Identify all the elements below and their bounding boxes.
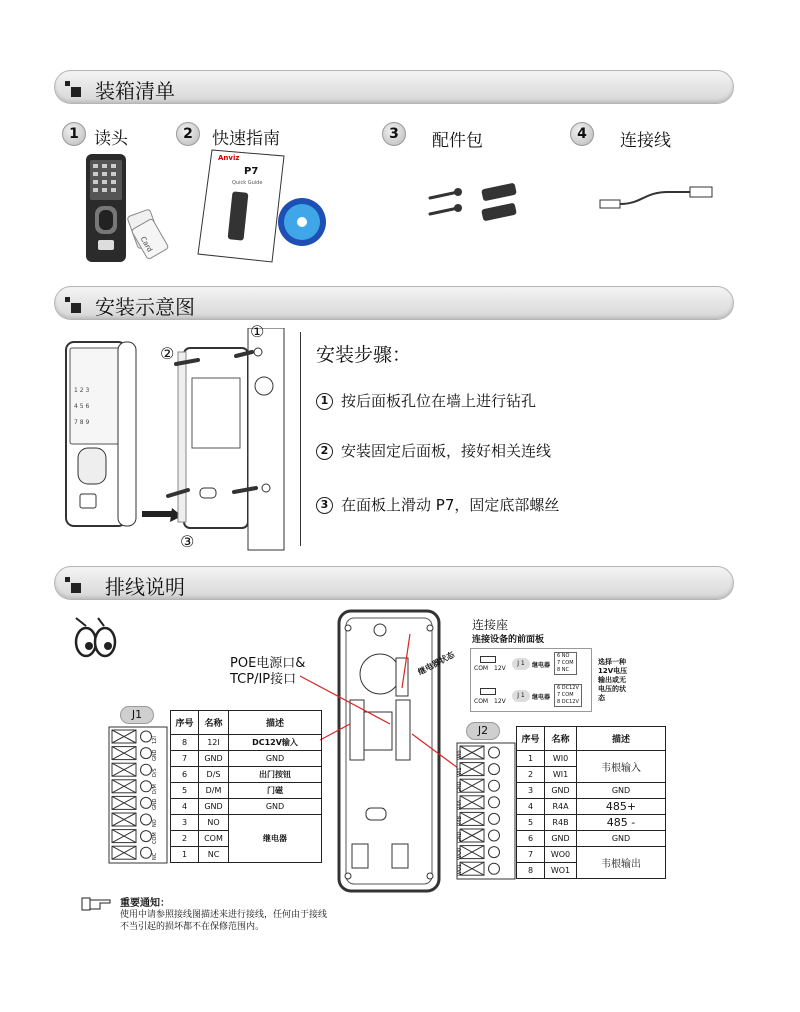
cell-no: 8 <box>517 863 545 879</box>
packing-label-2: 快速指南 <box>212 129 280 149</box>
relay-pin-row <box>557 692 579 699</box>
section-title: 安装示意图 <box>95 295 195 319</box>
cell-desc: GND <box>577 831 666 847</box>
j1-pin-labels <box>152 728 162 862</box>
pin-name: NC <box>561 667 570 673</box>
table-header: 名称 <box>545 727 577 751</box>
cell-desc-wiegand-out: 韦根输出 <box>577 847 666 879</box>
relay-left-b: 12V <box>494 665 506 672</box>
cell-no: 4 <box>171 799 199 815</box>
cell-name: 12I <box>199 735 229 751</box>
table-row <box>171 751 322 767</box>
notice-line-2: 不当引起的损坏都不在保修范围内。 <box>120 922 265 932</box>
relay-mark: J 1 <box>512 690 530 702</box>
quick-guide-image <box>192 146 332 266</box>
cell-no: 3 <box>517 783 545 799</box>
relay-name: 继电器 <box>532 694 551 701</box>
section-title: 排线说明 <box>105 575 185 599</box>
relay-note-line: 输出或无 <box>598 676 626 684</box>
section-square-icon <box>65 81 81 97</box>
relay-pin-row <box>557 667 574 674</box>
j2-pin-labels <box>457 744 467 878</box>
cell-name: WO1 <box>545 863 577 879</box>
relay-mark: J 1 <box>512 658 530 670</box>
table-header-row <box>171 711 322 735</box>
cell-no: 1 <box>171 847 199 863</box>
cell-name: D/M <box>199 783 229 799</box>
packing-label-1: 读头 <box>94 129 128 149</box>
cell-no: 6 <box>517 831 545 847</box>
table-header: 名称 <box>199 711 229 735</box>
svg-text:4 5 6: 4 5 6 <box>74 403 90 410</box>
notice-line-1: 使用中请参照接线图描述来进行接线，任何由于接线 <box>120 910 328 920</box>
pin-label: NO <box>152 819 158 827</box>
relay-pins <box>554 652 577 675</box>
cell-desc: GND <box>229 799 322 815</box>
pin-label: D/S <box>152 768 158 778</box>
table-header: 描述 <box>229 711 322 735</box>
relay-note-line: 态 <box>598 694 605 702</box>
cell-name: GND <box>199 799 229 815</box>
section-header-wiring <box>54 566 734 600</box>
step-num-icon: 2 <box>316 443 333 460</box>
cell-no: 8 <box>171 735 199 751</box>
section-square-icon <box>65 297 81 313</box>
cell-no: 1 <box>517 751 545 767</box>
pointing-hand-icon <box>80 894 114 914</box>
relay-note-line: 电压的状 <box>598 685 626 693</box>
table-row <box>171 815 322 831</box>
relay-left-a: COM <box>474 698 489 705</box>
pin-no: 6 <box>557 653 561 659</box>
relay-pin-row <box>557 653 574 660</box>
relay-pins <box>554 684 582 707</box>
install-diagram-image <box>60 328 290 556</box>
jumper-icon <box>480 656 496 663</box>
cell-desc: 485 - <box>577 815 666 831</box>
pin-label: WI0 <box>457 750 463 760</box>
cell-no: 3 <box>171 815 199 831</box>
pin-label: D/M <box>152 783 158 794</box>
relay-left-a: COM <box>474 665 489 672</box>
pin-name: DC12V <box>561 685 579 691</box>
install-step-1 <box>316 390 536 411</box>
cell-no: 2 <box>517 767 545 783</box>
pin-label: GND <box>457 781 463 794</box>
cell-desc: 出门按钮 <box>229 767 322 783</box>
relay-note-line: 选择一种 <box>598 658 626 666</box>
cell-desc: 门磁 <box>229 783 322 799</box>
pin-label: GND <box>152 798 158 811</box>
pin-no: 8 <box>557 699 561 705</box>
svg-text:7 8 9: 7 8 9 <box>74 419 90 426</box>
pin-label: WO0 <box>457 847 463 860</box>
packing-num-2: 2 <box>176 122 200 146</box>
pin-name: COM <box>561 692 574 698</box>
cell-name: WO0 <box>545 847 577 863</box>
cell-desc: GND <box>577 783 666 799</box>
pin-label: WI1 <box>457 766 463 777</box>
install-step-3 <box>316 494 559 515</box>
table-row <box>517 815 666 831</box>
pin-label: WO1 <box>457 864 463 877</box>
relay-note-line: 12V电压 <box>598 667 628 675</box>
pin-label: R4B <box>457 816 463 827</box>
cell-desc: 485+ <box>577 799 666 815</box>
install-step-text: 安装固定后面板，接好相关连线 <box>341 442 552 460</box>
jumper-icon <box>480 688 496 695</box>
table-header: 描述 <box>577 727 666 751</box>
relay-pin-row <box>557 685 579 692</box>
table-row <box>517 799 666 815</box>
j2-badge: J2 <box>466 722 500 740</box>
connector-sub: 连接设备的前面板 <box>472 635 545 645</box>
cell-name: NC <box>199 847 229 863</box>
j1-badge: J1 <box>120 706 154 724</box>
cell-no: 7 <box>517 847 545 863</box>
packing-num-4: 4 <box>570 122 594 146</box>
cell-name: WI1 <box>545 767 577 783</box>
table-row <box>517 831 666 847</box>
cell-name: GND <box>199 751 229 767</box>
install-title: 安装步骤： <box>316 344 412 366</box>
relay-left-b: 12V <box>494 698 506 705</box>
cell-name: R4A <box>545 799 577 815</box>
reader-device-image <box>80 150 170 270</box>
packing-label-3: 配件包 <box>432 131 483 151</box>
pin-no: 7 <box>557 660 561 666</box>
packing-num-1: 1 <box>62 122 86 146</box>
install-divider <box>300 332 301 546</box>
eyes-icon <box>72 614 118 660</box>
install-step-text: 在面板上滑动 P7，固定底部螺丝 <box>341 496 560 514</box>
section-square-icon <box>65 577 81 593</box>
pin-label: NC <box>152 852 158 861</box>
pin-no: 7 <box>557 692 561 698</box>
table-row <box>171 783 322 799</box>
packing-num-3: 3 <box>382 122 406 146</box>
table-row <box>171 735 322 751</box>
cell-no: 7 <box>171 751 199 767</box>
cell-no: 6 <box>171 767 199 783</box>
pin-label: GND <box>152 749 158 761</box>
relay-name: 继电器 <box>532 662 551 669</box>
section-title: 装箱清单 <box>95 79 175 103</box>
guide-subtitle: Quick Guide <box>232 180 263 186</box>
pin-no: 8 <box>557 667 561 673</box>
install-callout-2: ② <box>160 344 175 363</box>
cell-desc-relay: 继电器 <box>229 815 322 863</box>
cell-name: GND <box>545 783 577 799</box>
cell-no: 5 <box>517 815 545 831</box>
table-row <box>171 767 322 783</box>
cell-name: COM <box>199 831 229 847</box>
screws-image <box>424 180 534 230</box>
card-label: Card <box>138 235 154 254</box>
j2-table <box>516 726 666 879</box>
notice-title: 重要通知： <box>120 898 170 909</box>
relay-pin-row <box>557 660 574 667</box>
cell-desc: DC12V输入 <box>229 735 322 751</box>
relay-status-label: 继电器状态 <box>416 650 457 677</box>
guide-model: P7 <box>244 166 259 177</box>
install-step-2 <box>316 440 551 461</box>
cell-name: GND <box>545 831 577 847</box>
cell-name: WI0 <box>545 751 577 767</box>
table-row <box>171 799 322 815</box>
cell-name: NO <box>199 815 229 831</box>
table-row <box>517 847 666 863</box>
cell-desc-wiegand-in: 韦根输入 <box>577 751 666 783</box>
section-header-packing <box>54 70 734 104</box>
pin-label: 12I <box>152 736 158 744</box>
cell-desc: GND <box>229 751 322 767</box>
install-callout-1: ① <box>250 322 265 341</box>
pin-label: GND <box>457 831 463 843</box>
pin-no: 6 <box>557 685 561 691</box>
guide-brand: Anviz <box>218 154 240 162</box>
relay-box-2 <box>474 686 590 710</box>
pin-label: COM <box>152 831 158 844</box>
cell-no: 5 <box>171 783 199 799</box>
connector-title: 连接座 <box>472 618 509 632</box>
cell-name: R4B <box>545 815 577 831</box>
step-num-icon: 1 <box>316 393 333 410</box>
relay-note <box>598 658 627 703</box>
pin-name: NO <box>561 653 570 659</box>
pin-name: DC12V <box>561 699 579 705</box>
relay-pin-row <box>557 699 579 706</box>
cable-image <box>592 186 722 220</box>
install-callout-3: ③ <box>180 532 195 551</box>
pin-label: R4A <box>457 799 463 810</box>
poe-label-1: POE电源口& <box>230 656 306 671</box>
table-header: 序号 <box>517 727 545 751</box>
cell-no: 2 <box>171 831 199 847</box>
j1-table <box>170 710 322 863</box>
step-num-icon: 3 <box>316 497 333 514</box>
install-step-text: 按后面板孔位在墙上进行钻孔 <box>341 392 537 410</box>
table-header-row <box>517 727 666 751</box>
relay-box-1 <box>474 653 590 680</box>
table-row <box>517 783 666 799</box>
cell-name: D/S <box>199 767 229 783</box>
svg-text:1 2 3: 1 2 3 <box>74 387 90 394</box>
section-header-diagram <box>54 286 734 320</box>
cell-no: 4 <box>517 799 545 815</box>
table-header: 序号 <box>171 711 199 735</box>
poe-label-2: TCP/IP接口 <box>230 672 297 687</box>
packing-label-4: 连接线 <box>620 131 671 151</box>
table-row <box>517 751 666 767</box>
pin-name: COM <box>561 660 574 666</box>
